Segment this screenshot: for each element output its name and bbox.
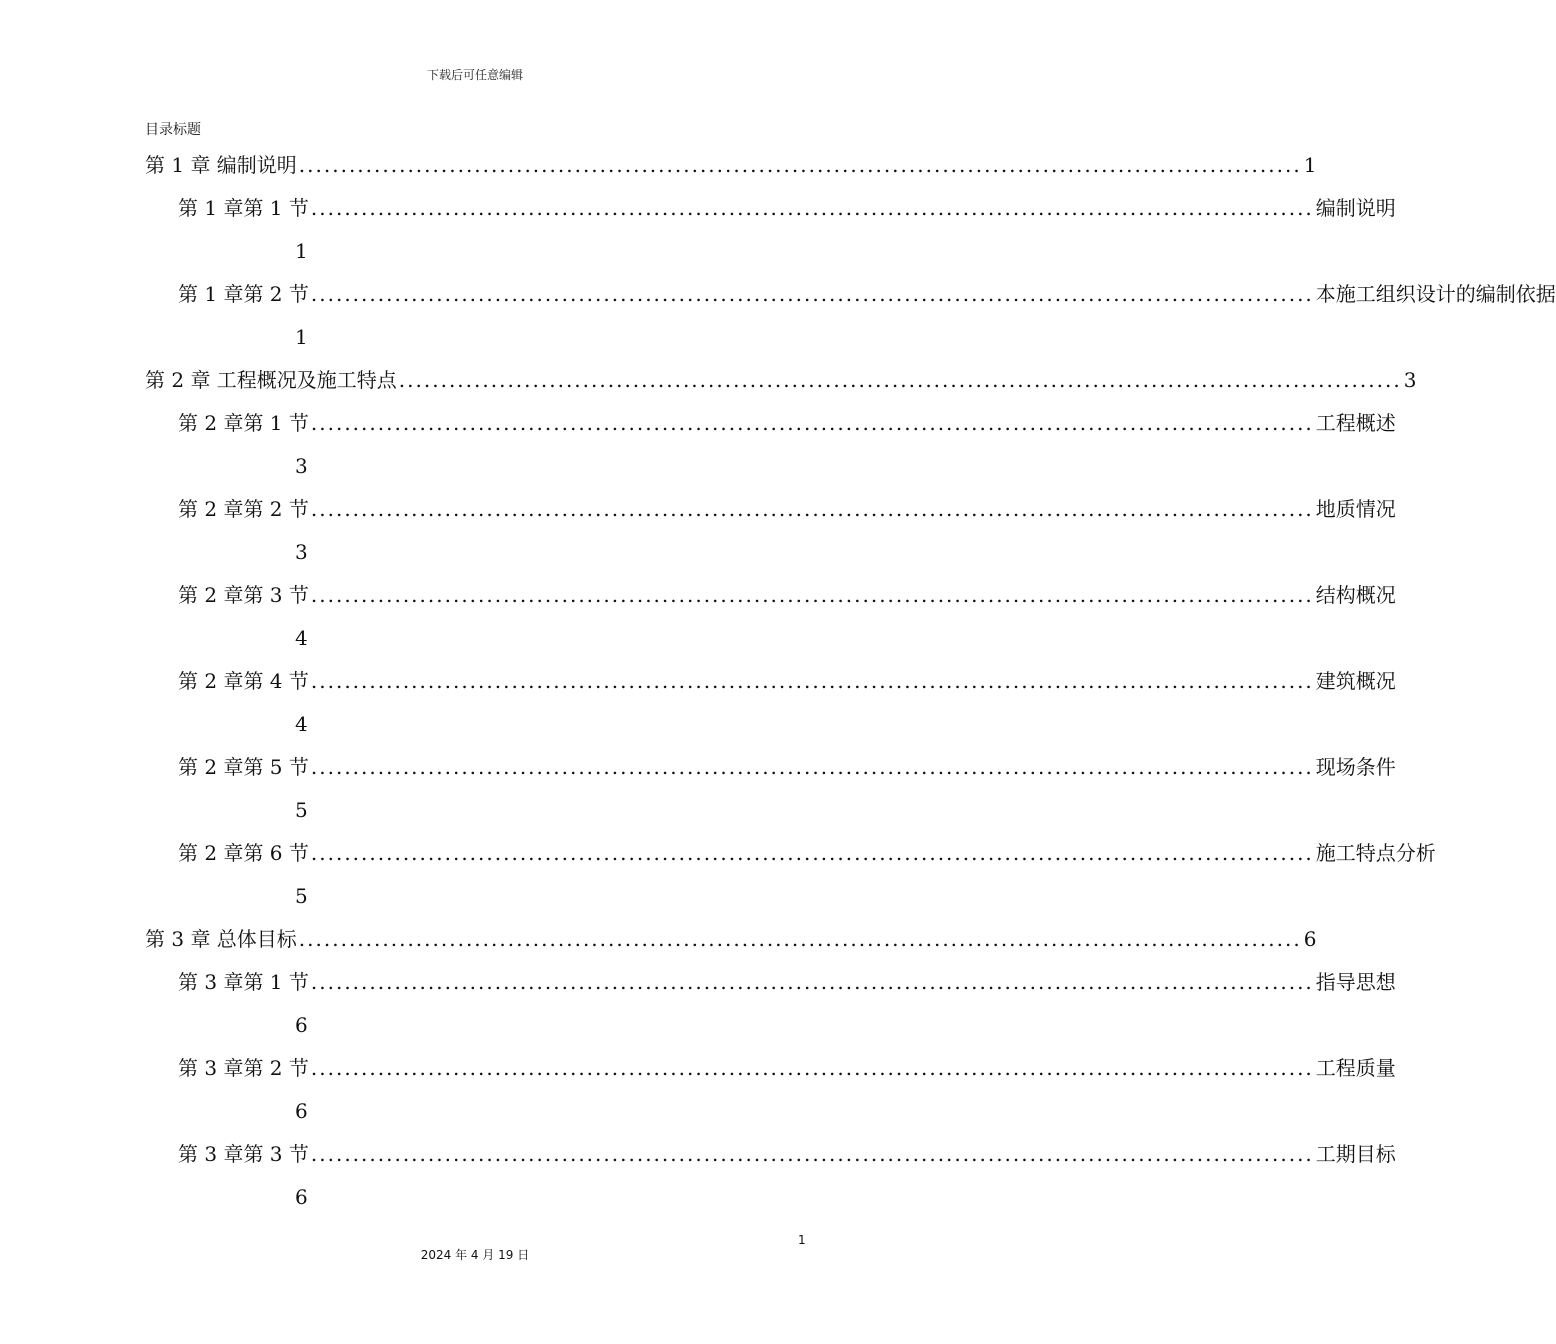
toc-dot-leader: ........................................................................................................................: [310, 755, 1314, 779]
toc-entry-label: 第 2 章第 4 节: [178, 669, 309, 693]
toc-section-entry[interactable]: [145, 666, 1396, 709]
footer-date: 2024 年 4 月 19 日: [420, 1248, 530, 1262]
toc-dot-leader: ........................................................................................................................: [398, 368, 1402, 392]
table-of-contents: [145, 150, 1556, 1225]
toc-title: 目录标题: [145, 122, 201, 138]
toc-section-entry[interactable]: [145, 494, 1396, 537]
toc-page-number: 3: [1403, 368, 1417, 392]
toc-entry-label: 第 1 章 编制说明: [145, 153, 297, 177]
toc-entry-label: 第 2 章第 5 节: [178, 755, 309, 779]
toc-entry-title: 工程质量: [1315, 1056, 1396, 1080]
page-header: 下载后可任意编辑: [426, 68, 523, 82]
toc-page-number: 4: [295, 712, 308, 736]
toc-chapter-entry[interactable]: [145, 924, 1317, 967]
toc-entry-label: 第 2 章第 3 节: [178, 583, 309, 607]
toc-section-entry[interactable]: [145, 1053, 1396, 1096]
toc-dot-leader: ........................................................................................................................: [310, 497, 1314, 521]
toc-dot-leader: ........................................................................................................................: [310, 282, 1314, 306]
toc-page-number: 3: [295, 540, 308, 564]
toc-entry-label: 第 3 章 总体目标: [145, 927, 297, 951]
toc-page-number: 4: [295, 626, 308, 650]
toc-dot-leader: ........................................................................................................................: [310, 841, 1314, 865]
toc-entry-title: 工期目标: [1315, 1142, 1396, 1166]
toc-entry-label: 第 2 章 工程概况及施工特点: [145, 368, 397, 392]
toc-page-number: 1: [295, 325, 308, 349]
toc-entry-label: 第 3 章第 2 节: [178, 1056, 309, 1080]
toc-dot-leader: ........................................................................................................................: [310, 669, 1314, 693]
toc-page-number: 5: [295, 884, 308, 908]
toc-entry-title: 现场条件: [1315, 755, 1396, 779]
toc-dot-leader: ........................................................................................................................: [310, 1056, 1314, 1080]
toc-section-entry[interactable]: [145, 838, 1436, 881]
toc-dot-leader: ........................................................................................................................: [298, 927, 1302, 951]
toc-page-number: 6: [295, 1013, 308, 1037]
toc-dot-leader: ........................................................................................................................: [310, 1142, 1314, 1166]
toc-dot-leader: ........................................................................................................................: [310, 970, 1314, 994]
toc-section-entry[interactable]: [145, 408, 1396, 451]
toc-section-entry[interactable]: [145, 752, 1396, 795]
toc-entry-label: 第 1 章第 2 节: [178, 282, 309, 306]
toc-page-number: 3: [295, 454, 308, 478]
toc-dot-leader: ........................................................................................................................: [310, 196, 1314, 220]
toc-page-number: 6: [295, 1185, 308, 1209]
toc-entry-title: 施工特点分析: [1315, 841, 1436, 865]
toc-entry-title: 建筑概况: [1315, 669, 1396, 693]
toc-entry-title: 结构概况: [1315, 583, 1396, 607]
toc-section-entry[interactable]: [145, 1139, 1396, 1182]
toc-dot-leader: ........................................................................................................................: [310, 411, 1314, 435]
toc-entry-label: 第 3 章第 3 节: [178, 1142, 309, 1166]
toc-section-entry[interactable]: [145, 279, 1556, 322]
toc-entry-label: 第 2 章第 1 节: [178, 411, 309, 435]
toc-section-entry[interactable]: [145, 193, 1396, 236]
toc-section-entry[interactable]: [145, 967, 1396, 1010]
toc-entry-label: 第 2 章第 6 节: [178, 841, 309, 865]
toc-entry-title: 本施工组织设计的编制依据: [1315, 282, 1556, 306]
toc-chapter-entry[interactable]: [145, 365, 1417, 408]
toc-page-number: 1: [1303, 153, 1317, 177]
toc-entry-label: 第 3 章第 1 节: [178, 970, 309, 994]
toc-page-number: 6: [1303, 927, 1317, 951]
toc-entry-title: 指导思想: [1315, 970, 1396, 994]
toc-section-entry[interactable]: [145, 580, 1396, 623]
toc-entry-label: 第 2 章第 2 节: [178, 497, 309, 521]
toc-page-number: 5: [295, 798, 308, 822]
toc-entry-title: 编制说明: [1315, 196, 1396, 220]
toc-page-number: 6: [295, 1099, 308, 1123]
page-number: 1: [798, 1233, 806, 1247]
toc-page-number: 1: [295, 239, 308, 263]
toc-chapter-entry[interactable]: [145, 150, 1317, 193]
toc-entry-title: 地质情况: [1315, 497, 1396, 521]
toc-entry-label: 第 1 章第 1 节: [178, 196, 309, 220]
toc-entry-title: 工程概述: [1315, 411, 1396, 435]
toc-dot-leader: ........................................................................................................................: [298, 153, 1302, 177]
toc-dot-leader: ........................................................................................................................: [310, 583, 1314, 607]
